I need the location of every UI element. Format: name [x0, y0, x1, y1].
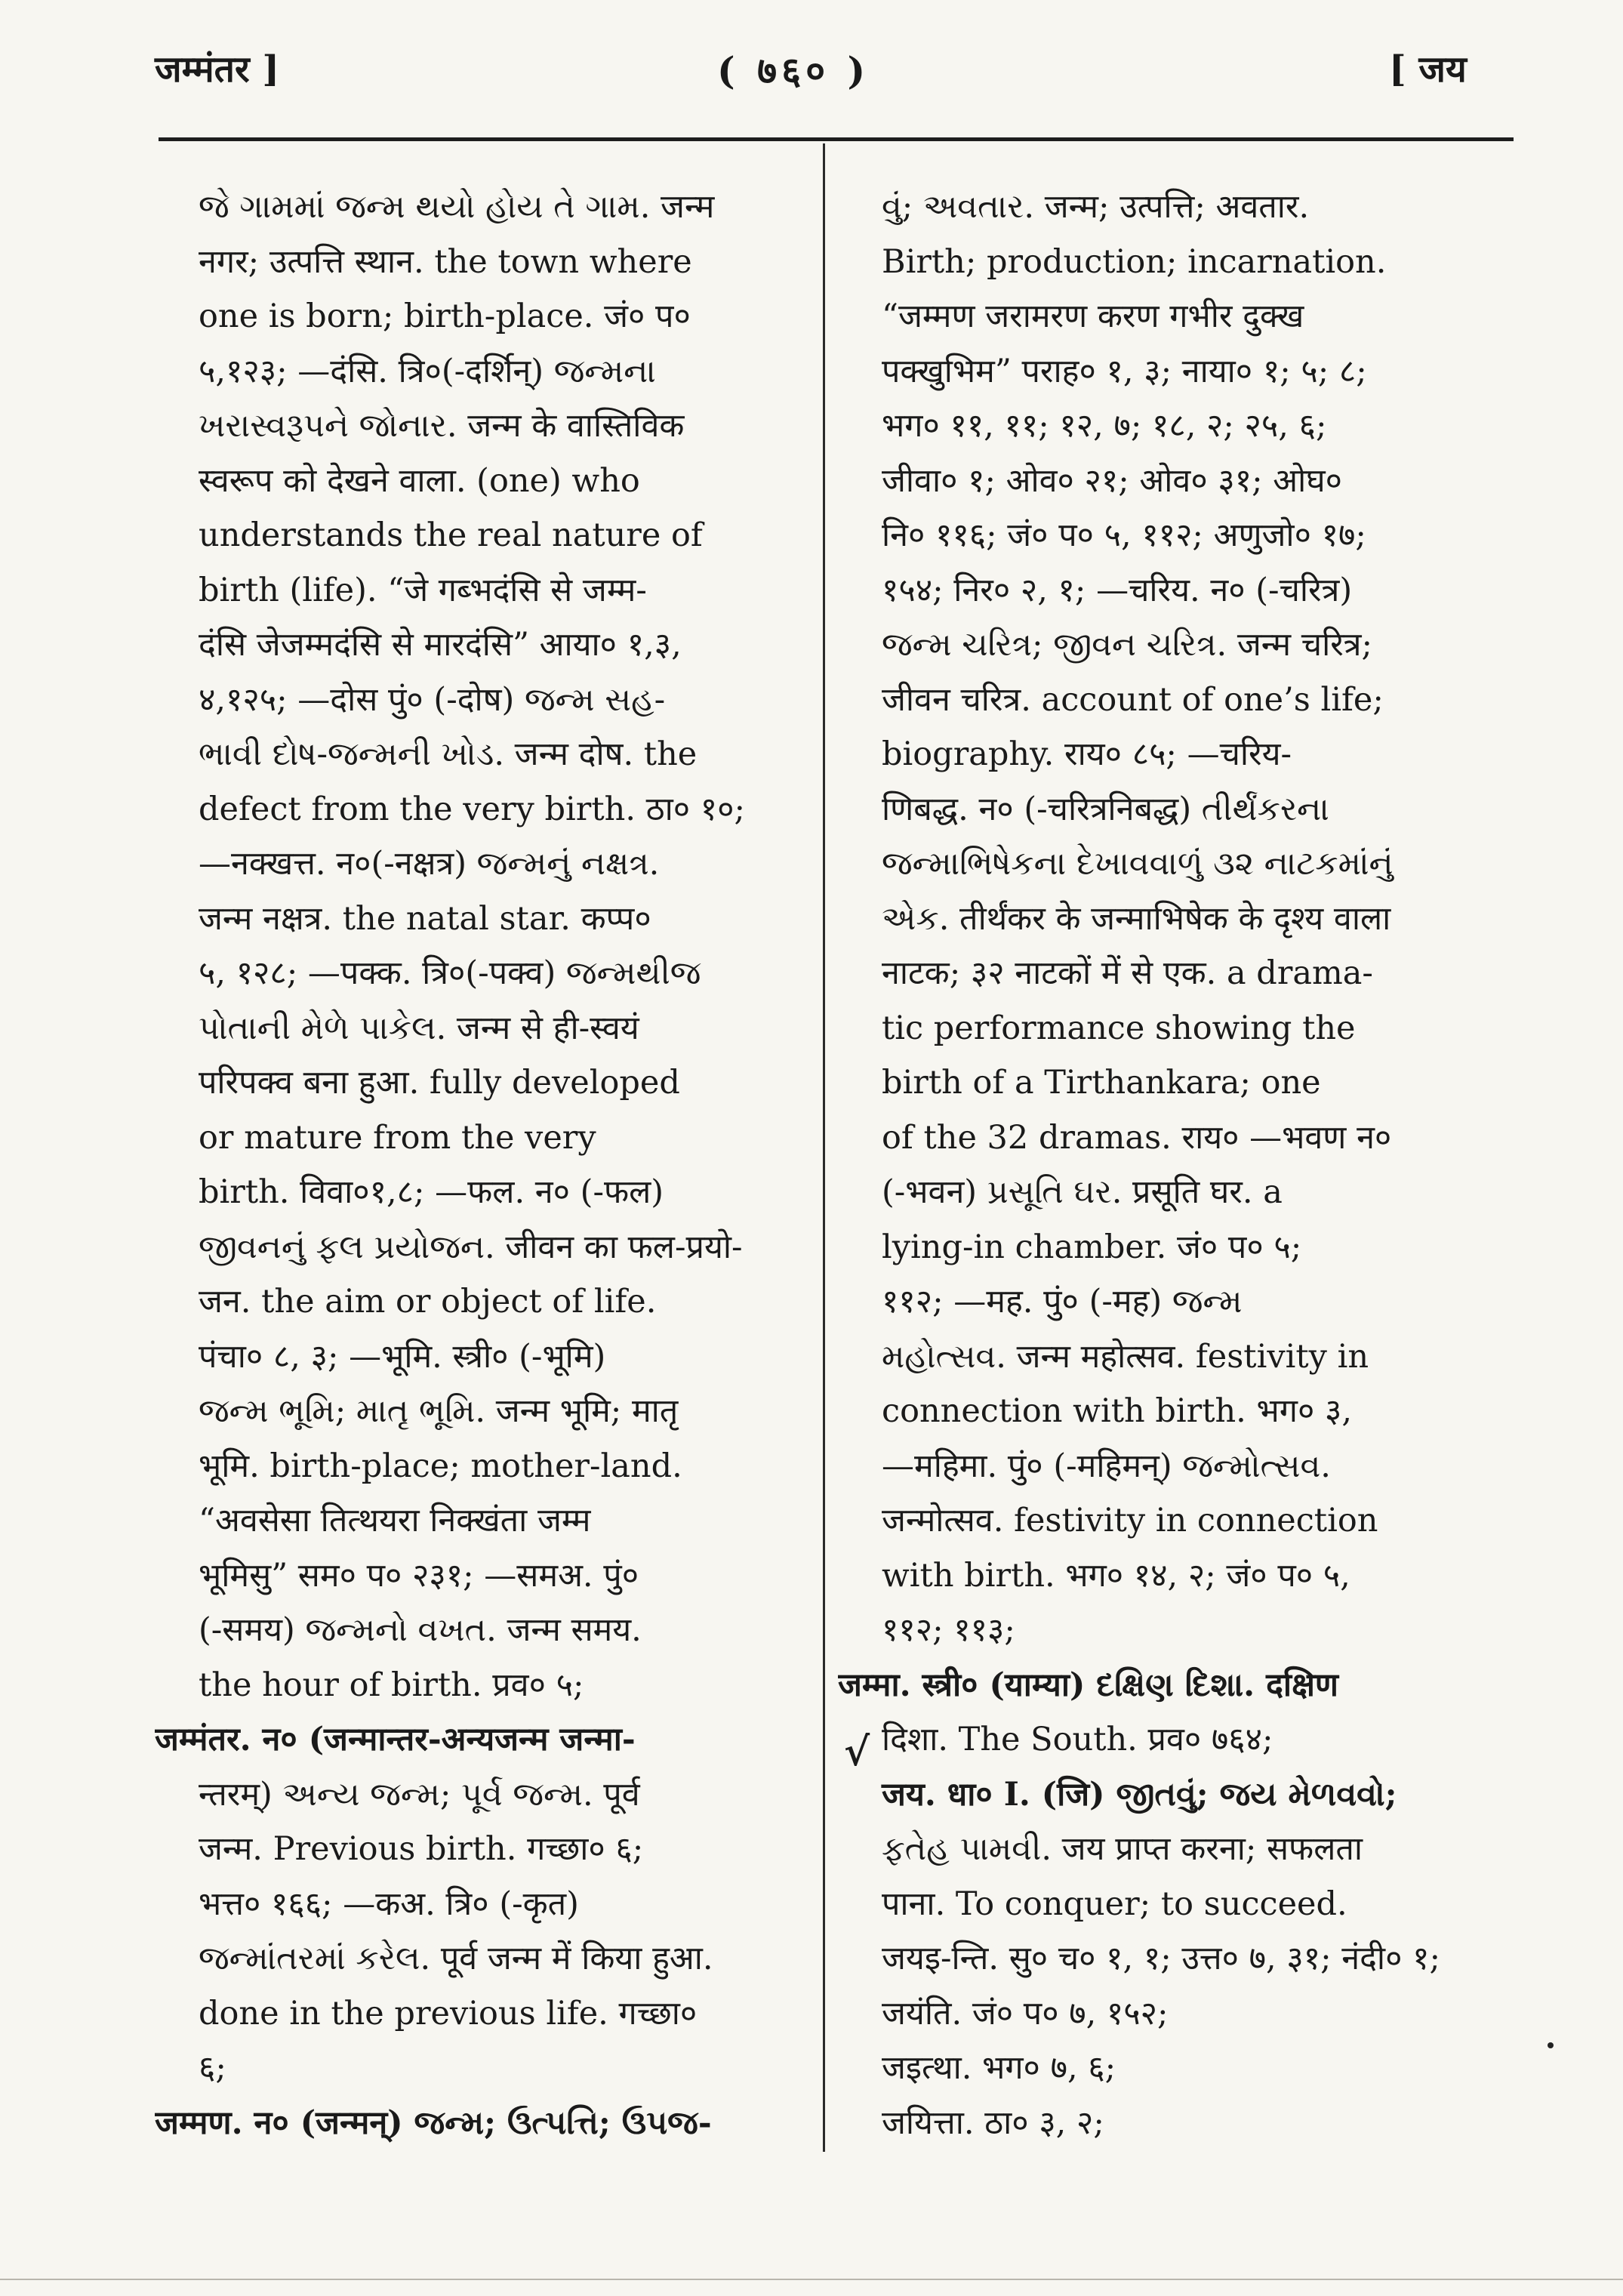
text-line: पंचा० ८, ३; —भूमि. स्त्री० (-भूमि) [199, 1337, 606, 1376]
header-left-headword: जम्मंतर ] [155, 48, 280, 91]
page-header [0, 0, 1623, 151]
text-line: —नक्खत्त. न०(-नक्षत्र) જન્મનું નક્ષત્ર. [199, 845, 660, 883]
text-line: पक्खुभिम” पराह० १, ३; नाया० १; ५; ८; [882, 352, 1367, 390]
text-line: जयंति. जं० प० ७, १५२; [882, 1994, 1169, 2032]
text-line: ११२; ११३; [882, 1611, 1015, 1649]
header-rule [159, 137, 1514, 141]
text-line: વું; અવતાર. जन्म; उत्पत्ति; अवतार. [882, 188, 1310, 226]
text-line: भग० ११, ११; १२, ७; १८, २; २५, ६; [882, 407, 1327, 445]
text-line: the hour of birth. प्रव० ५; [199, 1666, 584, 1704]
text-line: જન્માભિષેકના દેખાવવાળું ૩૨ નાટકમાંનું [882, 845, 1394, 883]
entry-headword-line: जम्मंतर. न० (जन्मान्तर-अन्यजन्म जन्मा- [155, 1721, 636, 1758]
text-line: જીવનનું ફલ પ્રયોજન. जीवन का फल-प्रयो- [199, 1228, 743, 1266]
text-line: ५,१२३; —दंसि. त्रि०(-दर्शिन्) જન્મના [199, 352, 656, 390]
text-line: न्तरम्) અન્ય જન્મ; પૂર્વ જન્મ. पूर्व [199, 1775, 640, 1814]
text-line: or mature from the very [199, 1118, 596, 1157]
text-line: ખરાસ્વરૂપને જોનાર. जन्म के वास्तिविक [199, 407, 685, 445]
text-line: नि० ११६; जं० प० ५, ११२; अणुजो० १७; [882, 516, 1366, 554]
root-check-mark-icon: √ [844, 1729, 870, 1775]
text-line: ५, १२८; —पक्क. त्रि०(-पक्व) જન્મથીજ [199, 954, 701, 992]
text-line: of the 32 dramas. राय० —भवण न० [882, 1118, 1392, 1157]
text-line: એક. तीर्थंकर के जन्माभिषेक के दृश्य वाला [882, 899, 1391, 938]
left-column [155, 180, 800, 2150]
text-line: tic performance showing the [882, 1009, 1356, 1047]
text-line: ભાવી દોષ-જન્મની ખોડ. जन्म दोष. the [199, 735, 698, 773]
text-line: “जम्मण जरामरण करण गभीर दुक्ख [882, 297, 1304, 335]
text-line: biography. राय० ८५; —चरिय- [882, 735, 1292, 773]
text-line: जन्म नक्षत्र. the natal star. कप्प० [199, 899, 651, 938]
text-line: जन. the aim or object of life. [199, 1283, 657, 1321]
text-line: ફતેહ પામવી. जय प्राप्त करना; सफलता [882, 1830, 1363, 1868]
text-line: भूमि. birth-place; mother-land. [199, 1447, 682, 1485]
text-line: नाटक; ३२ नाटकों में से एक. a drama- [882, 954, 1373, 992]
text-line: જે ગામમાં જન્મ થયો હોય તે ગામ. जन्म [199, 188, 715, 226]
text-line: ४,१२५; —दोस पुं० (-दोष) જન્મ સહ- [199, 680, 666, 719]
text-line: પોતાની મેળે પાકેલ. जन्म से ही-स्वयं [199, 1009, 639, 1047]
text-line: (-समय) જન્મનો વખત. जन्म समय. [199, 1611, 642, 1649]
text-line: (-भवन) પ્રસૂતિ ઘર. प्रसूति घर. a [882, 1173, 1283, 1211]
page-bottom-edge [0, 2279, 1623, 2280]
text-line: lying-in chamber. जं० प० ५; [882, 1228, 1302, 1266]
entry-headword-line: जय. धा० I. (जि) જીતવું; જય મેળવવો; [882, 1775, 1397, 1814]
text-line: दंसि जेजम्मदंसि से मारदंसि” आया० १,३, [199, 626, 682, 664]
text-line: जीवन चरित्र. account of one’s life; [882, 680, 1384, 719]
text-line: one is born; birth-place. जं० प० [199, 297, 691, 335]
entry-headword-line: जम्मा. स्त्री० (याम्या) દક્ષિણ દિશા. दक्षिण [838, 1666, 1338, 1704]
right-column [838, 180, 1510, 2150]
text-line: defect from the very birth. ठा० १०; [199, 790, 746, 828]
text-line: ११२; —मह. पुं० (-मह) જન્મ [882, 1283, 1243, 1321]
column-divider [823, 143, 825, 2152]
text-line: birth. विवा०१,८; —फल. न० (-फल) [199, 1173, 664, 1211]
text-line: જન્મ ચરિત્ર; જીવન ચરિત્ર. जन्म चरित्र; [882, 626, 1373, 664]
text-line: birth (life). “जे गब्भदंसि से जम्म- [199, 571, 647, 609]
text-line: दिशा. The South. प्रव० ७६४; [882, 1721, 1273, 1758]
text-line: पाना. To conquer; to succeed. [882, 1885, 1347, 1923]
text-line: १५४; निर० २, १; —चरिय. न० (-चरित्र) [882, 571, 1353, 609]
text-line: જન્માંતરમાં કરેલ. पूर्व जन्म में किया हुआ. [199, 1940, 713, 1977]
text-line: परिपक्व बना हुआ. fully developed [199, 1064, 680, 1102]
text-line: नगर; उत्पत्ति स्थान. the town where [199, 242, 692, 281]
text-line: स्वरूप को देखने वाला. (one) who [199, 461, 640, 500]
text-line: भत्त० १६६; —कअ. त्रि० (-कृत) [199, 1885, 579, 1923]
text-line: जीवा० १; ओव० २१; ओव० ३१; ओघ० [882, 461, 1342, 500]
text-line: जयित्ता. ठा० ३, २; [882, 2103, 1104, 2142]
page-number: ( ७६० ) [717, 48, 870, 93]
text-line: connection with birth. भग० ३, [882, 1392, 1353, 1430]
text-line: जन्मोत्सव. festivity in connection [882, 1502, 1378, 1539]
text-line: “अवसेसा तित्थयरा निक्खंता जम्म [199, 1502, 591, 1539]
text-line: with birth. भग० १४, २; जं० प० ५, [882, 1556, 1350, 1595]
text-line: भूमिसु” सम० प० २३१; —समअ. पुं० [199, 1556, 639, 1595]
text-line: મહોત્સવ. जन्म महोत्सव. festivity in [882, 1337, 1369, 1376]
entry-headword-line: जम्मण. न० (जन्मन्) જન્મ; ઉત્પત્તિ; ઉપજ- [155, 2103, 712, 2142]
text-line: understands the real nature of [199, 516, 703, 554]
text-line: birth of a Tirthankara; one [882, 1064, 1321, 1102]
text-line: जइत्था. भग० ७, ६; [882, 2049, 1116, 2087]
text-line: णिबद्ध. न० (-चरित्रनिबद्ध) તીર્થંકરના [882, 790, 1329, 828]
text-line: —महिमा. पुं० (-महिमन्) જન્મોત્સવ. [882, 1447, 1331, 1485]
text-line: जयइ-न्ति. सु० च० १, १; उत्त० ७, ३१; नंदी० १; [882, 1940, 1440, 1977]
text-line: Birth; production; incarnation. [882, 242, 1387, 281]
ink-dot [1548, 2042, 1554, 2048]
text-line: ६; [199, 2049, 226, 2087]
text-line: જન્મ ભૂમિ; માતૃ ભૂમિ. जन्म भूमि; मातृ [199, 1392, 679, 1430]
text-line: जन्म. Previous birth. गच्छा० ६; [199, 1830, 644, 1868]
header-right-headword: [ जय [1389, 48, 1467, 91]
text-line: done in the previous life. गच्छा० [199, 1994, 698, 2032]
